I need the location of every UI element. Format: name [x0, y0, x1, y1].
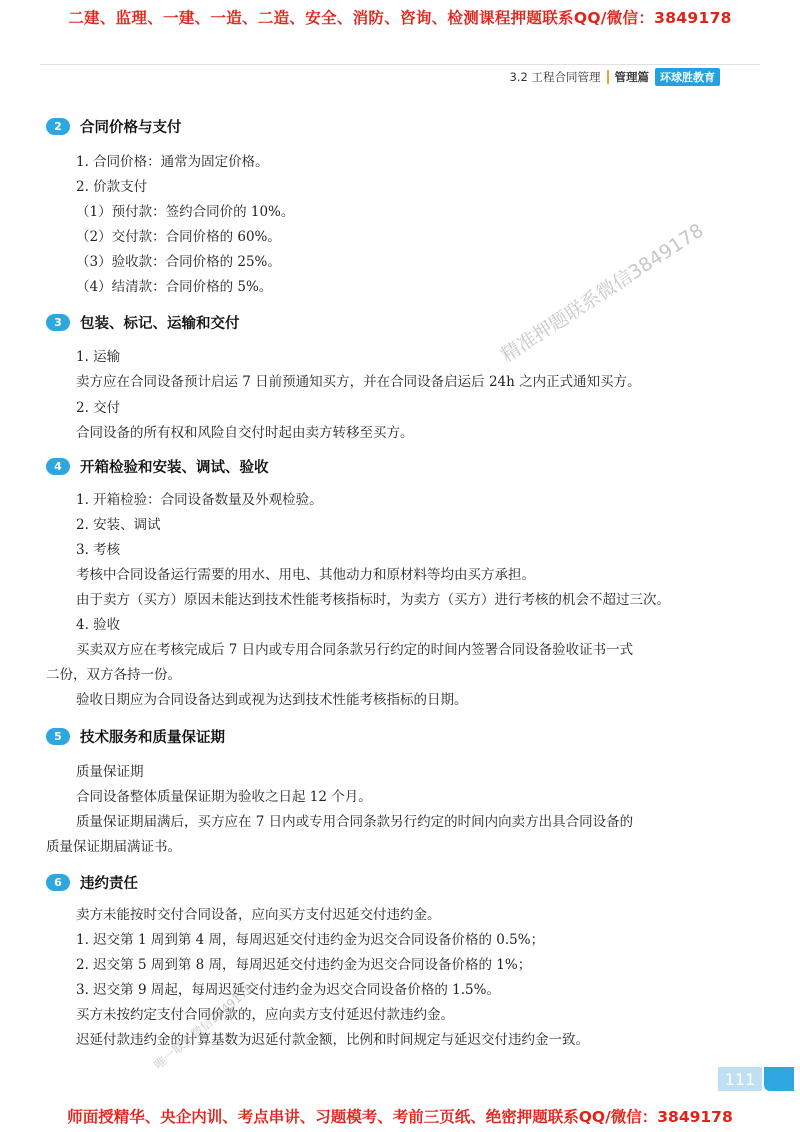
- paragraph-line: 质量保证期届满后，买方应在 7 日内或专用合同条款另行约定的时间内向卖方出具合同设备的: [76, 814, 634, 830]
- section-heading: [46, 116, 182, 137]
- paragraph-line: 1. 运输: [76, 349, 121, 365]
- section-number-badge: 3: [46, 314, 70, 331]
- watermark: 精准押题联系微信3849178: [497, 219, 708, 367]
- section-number-badge: 6: [46, 874, 70, 891]
- paragraph-line: 由于卖方（买方）原因未能达到技术性能考核指标时，为卖方（买方）进行考核的机会不超过三次。: [76, 592, 670, 608]
- section-heading: [46, 872, 138, 893]
- paragraph-line: （2）交付款：合同价格的 60%。: [76, 229, 281, 245]
- paragraph-line: 迟延付款违约金的计算基数为迟延付款金额，比例和时间规定与延迟交付违约金一致。: [76, 1032, 589, 1048]
- paragraph-line: 质量保证期届满证书。: [46, 839, 181, 855]
- section-title: 合同价格与支付: [80, 120, 182, 136]
- paragraph-line: （3）验收款：合同价格的 25%。: [76, 254, 281, 270]
- paragraph-line: （1）预付款：签约合同价的 10%。: [76, 204, 295, 220]
- paragraph-line: 考核中合同设备运行需要的用水、用电、其他动力和原材料等均由买方承担。: [76, 567, 535, 583]
- paragraph-line: 合同设备的所有权和风险自交付时起由卖方转移至买方。: [76, 425, 414, 441]
- paragraph-line: 2. 安装、调试: [76, 517, 161, 533]
- section-title: 开箱检验和安装、调试、验收: [80, 460, 269, 476]
- bottom-banner: 师面授精华、央企内训、考点串讲、习题模考、考前三页纸、绝密押题联系QQ/微信：3849178: [67, 1108, 733, 1126]
- section-heading: [46, 726, 225, 747]
- section-title: 包装、标记、运输和交付: [80, 316, 240, 332]
- section-number-badge: 4: [46, 458, 70, 475]
- watermark: 唯一联系微信3849178: [151, 980, 257, 1073]
- paragraph-line: 买方未按约定支付合同价款的，应向卖方支付延迟付款违约金。: [76, 1007, 454, 1023]
- running-head: [510, 68, 720, 86]
- paragraph-line: 合同设备整体质量保证期为验收之日起 12 个月。: [76, 789, 372, 805]
- section-title: 技术服务和质量保证期: [80, 730, 225, 746]
- top-banner: 二建、监理、一建、一造、二造、安全、消防、咨询、检测课程押题联系QQ/微信：3849178: [68, 9, 732, 27]
- paragraph-line: 验收日期应为合同设备达到或视为达到技术性能考核指标的日期。: [76, 692, 468, 708]
- brand-logo: 环球胜教育: [655, 68, 720, 86]
- paragraph-line: 质量保证期: [76, 764, 144, 780]
- paragraph-line: 1. 迟交第 1 周到第 4 周，每周迟延交付违约金为迟交合同设备价格的 0.5%；: [76, 932, 545, 948]
- section-heading: [46, 456, 269, 477]
- paragraph-line: 1. 合同价格：通常为固定价格。: [76, 154, 269, 170]
- paragraph-line: 卖方应在合同设备预计启运 7 日前预通知买方，并在合同设备启运后 24h 之内正式通知买方。: [76, 374, 641, 390]
- paragraph-line: 二份，双方各持一份。: [46, 667, 181, 683]
- section-heading: [46, 312, 240, 333]
- paragraph-line: （4）结清款：合同价格的 5%。: [76, 279, 273, 295]
- page-number: 111: [718, 1067, 762, 1091]
- paragraph-line: 3. 迟交第 9 周起，每周迟延交付违约金为迟交合同设备价格的 1.5%。: [76, 982, 500, 998]
- paragraph-line: 买卖双方应在考核完成后 7 日内或专用合同条款另行约定的时间内签署合同设备验收证书一式: [76, 642, 634, 658]
- chapter-label: 3.2 工程合同管理: [509, 70, 601, 84]
- paragraph-line: 2. 价款支付: [76, 179, 148, 195]
- paragraph-line: 2. 迟交第 5 周到第 8 周，每周迟延交付违约金为迟交合同设备价格的 1%；: [76, 957, 532, 973]
- section-title: 违约责任: [80, 876, 138, 892]
- paragraph-line: 3. 考核: [76, 542, 121, 558]
- section-number-badge: 5: [46, 728, 70, 745]
- paragraph-line: 4. 验收: [76, 617, 121, 633]
- header-separator: [607, 70, 609, 84]
- paragraph-line: 2. 交付: [76, 400, 121, 416]
- paragraph-line: 卖方未能按时交付合同设备，应向买方支付迟延交付违约金。: [76, 907, 441, 923]
- header-divider: [40, 64, 760, 65]
- section-number-badge: 2: [46, 118, 70, 135]
- paragraph-line: 1. 开箱检验：合同设备数量及外观检验。: [76, 492, 323, 508]
- page-edge-tab: [764, 1067, 794, 1091]
- part-label: 管理篇: [614, 70, 649, 84]
